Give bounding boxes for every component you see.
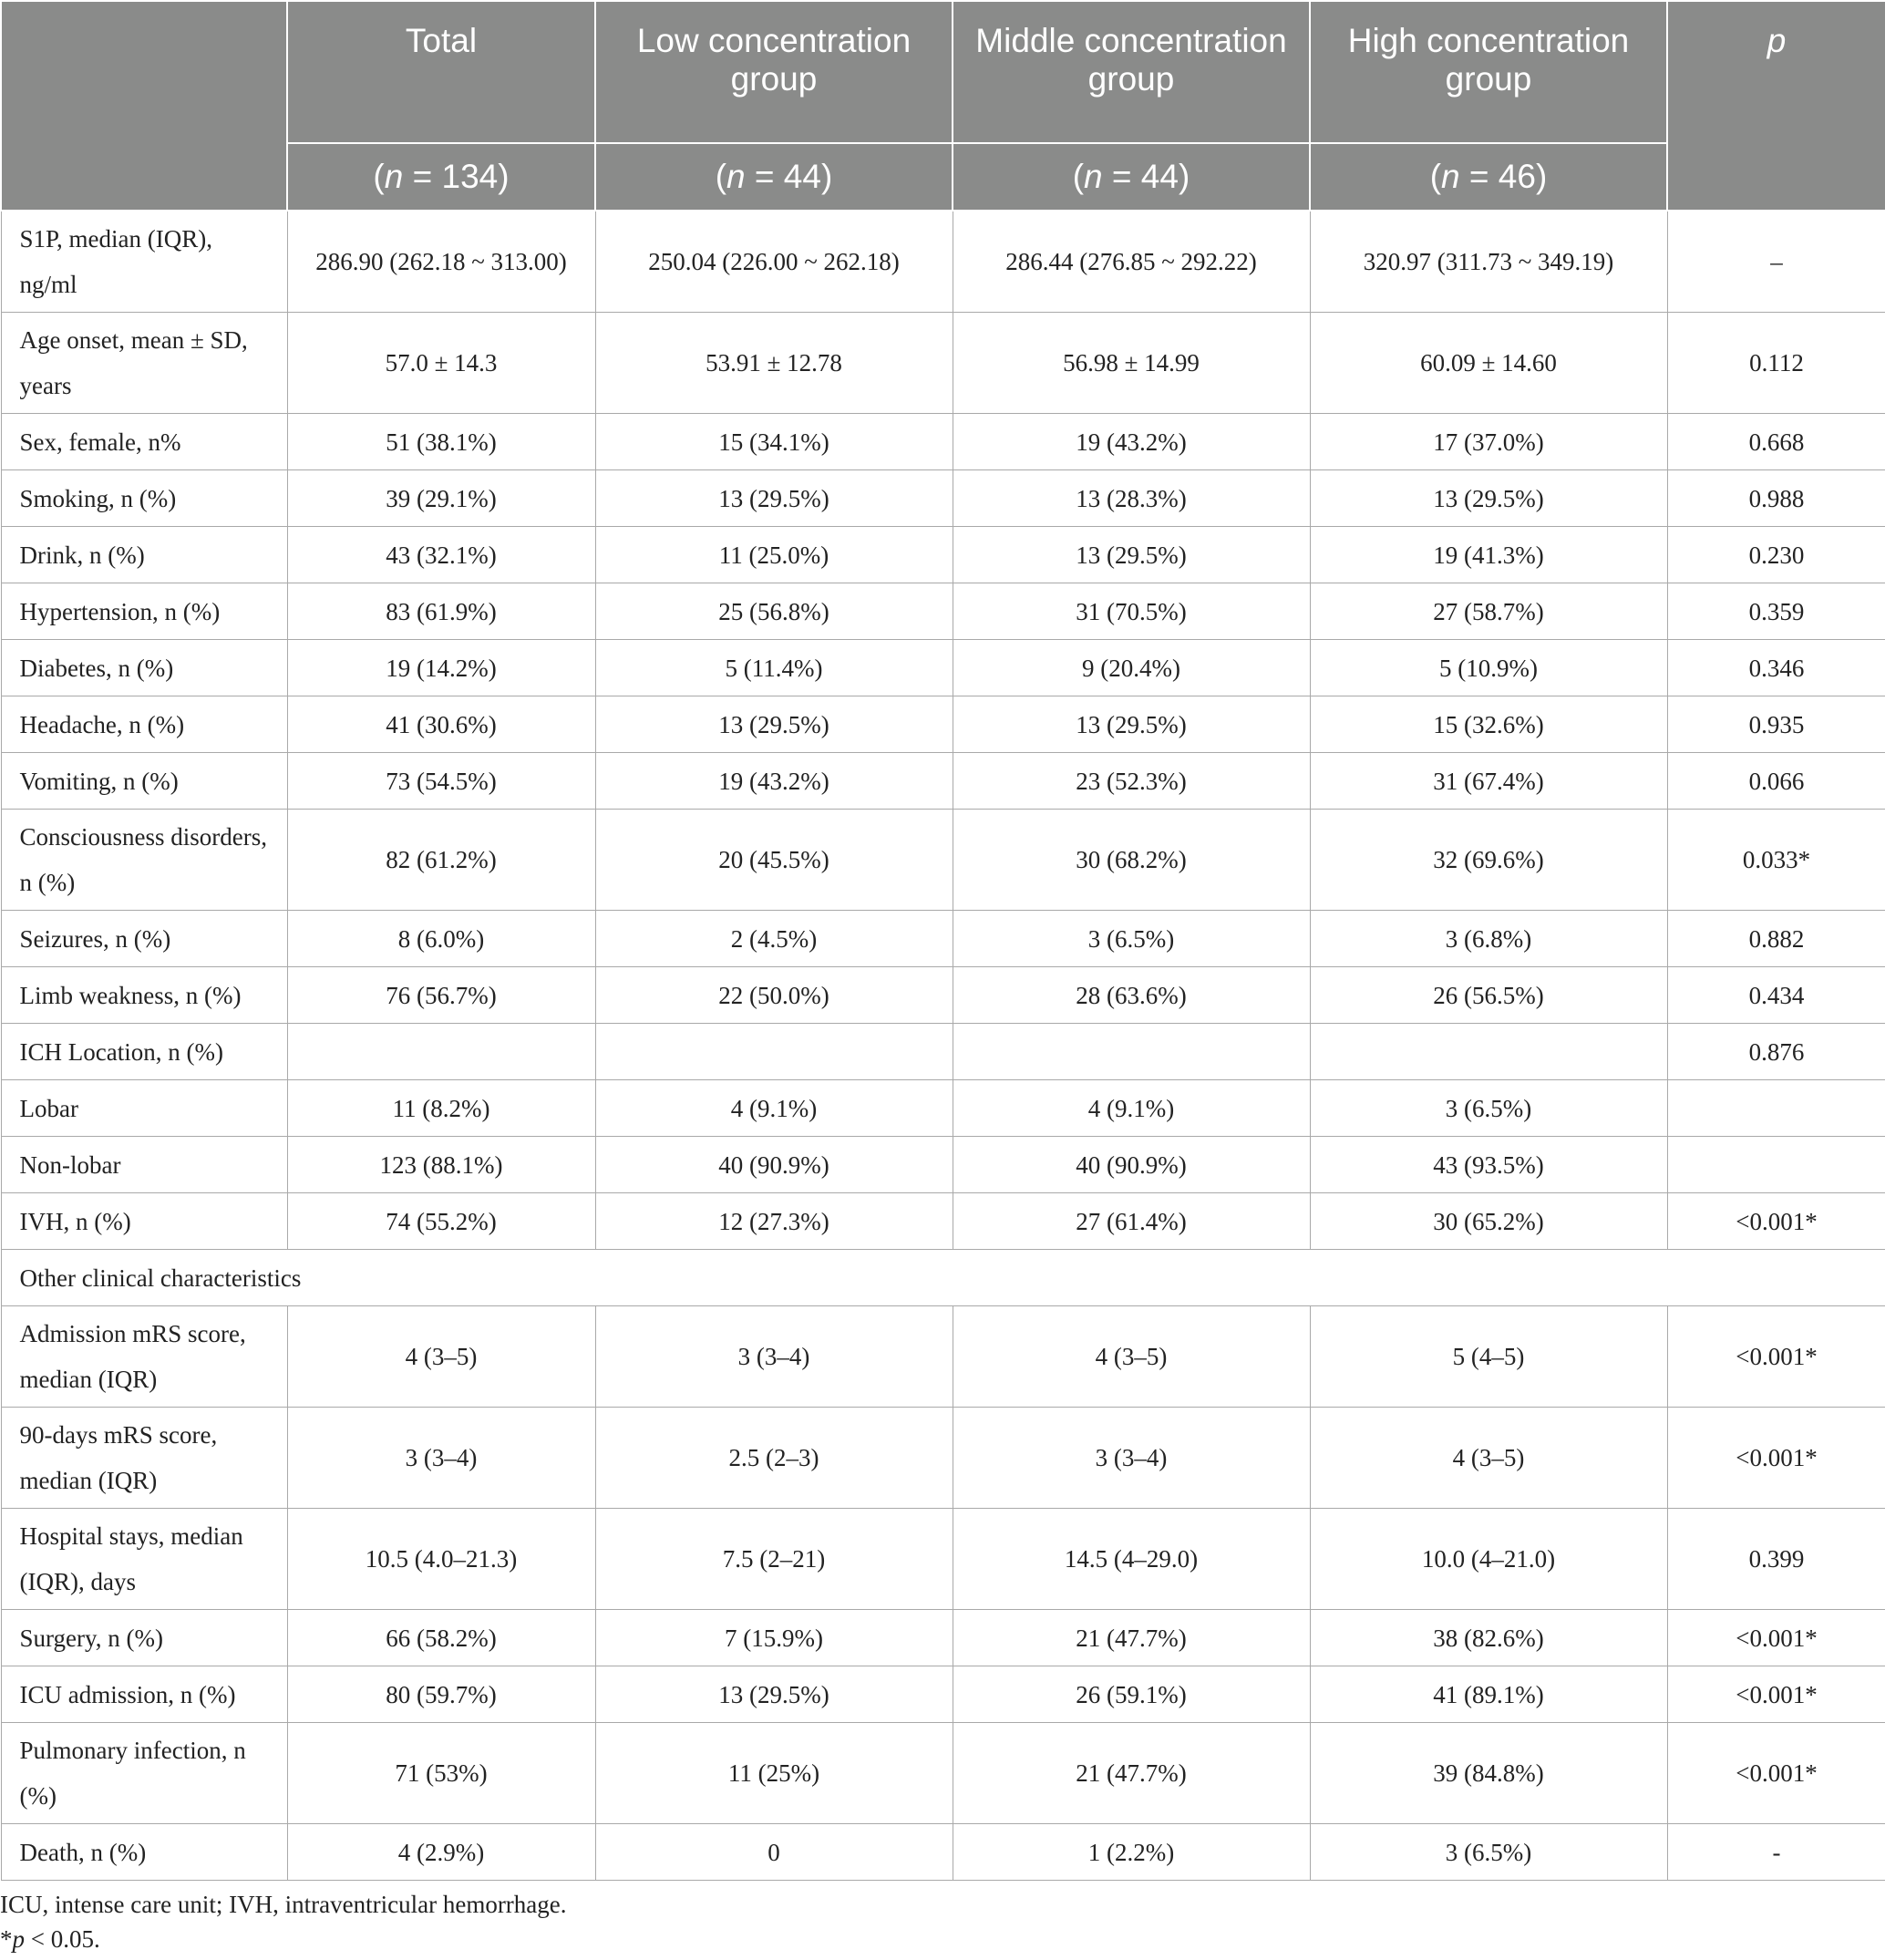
cell-p-value: <0.001* [1667, 1193, 1885, 1250]
cell-total: 123 (88.1%) [287, 1137, 595, 1193]
table-row [1, 1824, 1885, 1881]
table-row [1, 810, 1885, 911]
cell-low: 40 (90.9%) [595, 1137, 953, 1193]
cell-high: 43 (93.5%) [1310, 1137, 1667, 1193]
cell-low: 19 (43.2%) [595, 753, 953, 810]
cell-high: 5 (10.9%) [1310, 640, 1667, 696]
header-n-low [595, 143, 953, 211]
n-open-paren: ( [1429, 158, 1442, 195]
header-total: Total [287, 1, 595, 143]
n-open-paren: ( [715, 158, 727, 195]
row-label: Smoking, n (%) [1, 470, 287, 527]
row-label: IVH, n (%) [1, 1193, 287, 1250]
table-row [1, 696, 1885, 753]
cell-middle: 3 (6.5%) [953, 911, 1310, 967]
cell-p-value: 0.359 [1667, 583, 1885, 640]
cell-middle: 286.44 (276.85 ~ 292.22) [953, 211, 1310, 313]
cell-high: 15 (32.6%) [1310, 696, 1667, 753]
section-label: Other clinical characteristics [1, 1250, 1885, 1306]
cell-total: 76 (56.7%) [287, 967, 595, 1024]
row-label: Non-lobar [1, 1137, 287, 1193]
cell-p-value [1667, 1080, 1885, 1137]
cell-low: 20 (45.5%) [595, 810, 953, 911]
cell-middle: 9 (20.4%) [953, 640, 1310, 696]
cell-p-value: <0.001* [1667, 1408, 1885, 1509]
cell-middle: 3 (3–4) [953, 1408, 1310, 1509]
n-open-paren: ( [373, 158, 385, 195]
cell-middle: 21 (47.7%) [953, 1723, 1310, 1824]
cell-middle: 4 (3–5) [953, 1306, 1310, 1408]
row-label: Seizures, n (%) [1, 911, 287, 967]
cell-low: 22 (50.0%) [595, 967, 953, 1024]
row-label: ICH Location, n (%) [1, 1024, 287, 1080]
cell-high: 60.09 ± 14.60 [1310, 313, 1667, 414]
cell-total: 10.5 (4.0–21.3) [287, 1509, 595, 1610]
cell-middle: 28 (63.6%) [953, 967, 1310, 1024]
cell-total: 51 (38.1%) [287, 414, 595, 470]
cell-p-value: <0.001* [1667, 1723, 1885, 1824]
n-open-paren: ( [1072, 158, 1085, 195]
cell-p-value: 0.399 [1667, 1509, 1885, 1610]
cell-high [1310, 1024, 1667, 1080]
header-corner-cell [1, 1, 287, 211]
cell-total: 39 (29.1%) [287, 470, 595, 527]
header-middle-concentration: Middle concentration group [953, 1, 1310, 143]
cell-p-value: 0.346 [1667, 640, 1885, 696]
cell-high: 41 (89.1%) [1310, 1666, 1667, 1723]
table-row [1, 583, 1885, 640]
footnote-star: * [0, 1925, 13, 1953]
row-label: S1P, median (IQR), ng/ml [1, 211, 287, 313]
cell-middle: 13 (29.5%) [953, 696, 1310, 753]
cell-total: 8 (6.0%) [287, 911, 595, 967]
row-label: Admission mRS score, median (IQR) [1, 1306, 287, 1408]
cell-middle: 1 (2.2%) [953, 1824, 1310, 1881]
cell-total: 19 (14.2%) [287, 640, 595, 696]
table-row [1, 1080, 1885, 1137]
cell-p-value: 0.668 [1667, 414, 1885, 470]
cell-low: 2.5 (2–3) [595, 1408, 953, 1509]
cell-low: 12 (27.3%) [595, 1193, 953, 1250]
cell-high: 39 (84.8%) [1310, 1723, 1667, 1824]
cell-low: 13 (29.5%) [595, 696, 953, 753]
row-label: ICU admission, n (%) [1, 1666, 287, 1723]
n-value: = 44) [745, 158, 833, 195]
cell-total: 73 (54.5%) [287, 753, 595, 810]
cell-p-value: – [1667, 211, 1885, 313]
cell-p-value: 0.935 [1667, 696, 1885, 753]
cell-total: 71 (53%) [287, 1723, 595, 1824]
cell-p-value: <0.001* [1667, 1306, 1885, 1408]
cell-middle: 30 (68.2%) [953, 810, 1310, 911]
cell-middle: 56.98 ± 14.99 [953, 313, 1310, 414]
cell-total: 66 (58.2%) [287, 1610, 595, 1666]
table-row [1, 211, 1885, 313]
header-low-concentration: Low concentration group [595, 1, 953, 143]
cell-total: 3 (3–4) [287, 1408, 595, 1509]
cell-low: 15 (34.1%) [595, 414, 953, 470]
cell-high: 5 (4–5) [1310, 1306, 1667, 1408]
table-row [1, 1408, 1885, 1509]
cell-p-value: 0.882 [1667, 911, 1885, 967]
cell-low: 4 (9.1%) [595, 1080, 953, 1137]
cell-low: 11 (25%) [595, 1723, 953, 1824]
cell-low: 0 [595, 1824, 953, 1881]
cell-middle: 23 (52.3%) [953, 753, 1310, 810]
cell-total: 43 (32.1%) [287, 527, 595, 583]
cell-p-value: 0.230 [1667, 527, 1885, 583]
cell-high: 4 (3–5) [1310, 1408, 1667, 1509]
cell-middle: 21 (47.7%) [953, 1610, 1310, 1666]
table-row [1, 1137, 1885, 1193]
cell-total: 82 (61.2%) [287, 810, 595, 911]
cell-p-value: 0.033* [1667, 810, 1885, 911]
cell-high: 3 (6.8%) [1310, 911, 1667, 967]
cell-high: 27 (58.7%) [1310, 583, 1667, 640]
n-value: = 44) [1102, 158, 1190, 195]
table-body [1, 211, 1885, 1881]
cell-middle: 27 (61.4%) [953, 1193, 1310, 1250]
table-row [1, 414, 1885, 470]
cell-low: 250.04 (226.00 ~ 262.18) [595, 211, 953, 313]
table-row [1, 1306, 1885, 1408]
cell-high: 30 (65.2%) [1310, 1193, 1667, 1250]
cell-low [595, 1024, 953, 1080]
row-label: Hypertension, n (%) [1, 583, 287, 640]
header-high-concentration: High concentration group [1310, 1, 1667, 143]
cell-total: 83 (61.9%) [287, 583, 595, 640]
row-label: Headache, n (%) [1, 696, 287, 753]
row-label: 90-days mRS score, median (IQR) [1, 1408, 287, 1509]
header-p-value [1667, 1, 1885, 211]
n-label: n [726, 158, 746, 195]
n-label: n [384, 158, 404, 195]
cell-total: 4 (3–5) [287, 1306, 595, 1408]
row-label: Death, n (%) [1, 1824, 287, 1881]
cell-p-value: - [1667, 1824, 1885, 1881]
cell-low: 7.5 (2–21) [595, 1509, 953, 1610]
cell-total: 286.90 (262.18 ~ 313.00) [287, 211, 595, 313]
row-label: Limb weakness, n (%) [1, 967, 287, 1024]
cell-p-value [1667, 1137, 1885, 1193]
cell-high: 17 (37.0%) [1310, 414, 1667, 470]
n-label: n [1084, 158, 1103, 195]
row-label: Diabetes, n (%) [1, 640, 287, 696]
cell-low: 25 (56.8%) [595, 583, 953, 640]
cell-p-value: 0.876 [1667, 1024, 1885, 1080]
cell-p-value: 0.066 [1667, 753, 1885, 810]
cell-total: 80 (59.7%) [287, 1666, 595, 1723]
row-label: Lobar [1, 1080, 287, 1137]
cell-p-value: 0.434 [1667, 967, 1885, 1024]
row-label: Sex, female, n% [1, 414, 287, 470]
cell-low: 53.91 ± 12.78 [595, 313, 953, 414]
cell-high: 19 (41.3%) [1310, 527, 1667, 583]
table-row [1, 911, 1885, 967]
cell-p-value: 0.112 [1667, 313, 1885, 414]
cell-high: 10.0 (4–21.0) [1310, 1509, 1667, 1610]
header-n-middle [953, 143, 1310, 211]
header-row-titles [1, 1, 1885, 143]
cell-high: 38 (82.6%) [1310, 1610, 1667, 1666]
cell-total: 41 (30.6%) [287, 696, 595, 753]
cell-middle: 4 (9.1%) [953, 1080, 1310, 1137]
cell-p-value: 0.988 [1667, 470, 1885, 527]
cell-low: 13 (29.5%) [595, 1666, 953, 1723]
cell-high: 320.97 (311.73 ~ 349.19) [1310, 211, 1667, 313]
table-row [1, 470, 1885, 527]
cell-middle: 26 (59.1%) [953, 1666, 1310, 1723]
table-row [1, 1250, 1885, 1306]
row-label: Vomiting, n (%) [1, 753, 287, 810]
row-label: Age onset, mean ± SD, years [1, 313, 287, 414]
row-label: Hospital stays, median (IQR), days [1, 1509, 287, 1610]
cell-middle: 19 (43.2%) [953, 414, 1310, 470]
footnote-abbreviations: ICU, intense care unit; IVH, intraventricular hemorrhage. [0, 1891, 567, 1918]
footnote-p: p [12, 1925, 25, 1953]
table-row [1, 640, 1885, 696]
table-row [1, 753, 1885, 810]
cell-total: 4 (2.9%) [287, 1824, 595, 1881]
table-row [1, 1193, 1885, 1250]
cell-high: 32 (69.6%) [1310, 810, 1667, 911]
row-label: Consciousness disorders, n (%) [1, 810, 287, 911]
cell-low: 5 (11.4%) [595, 640, 953, 696]
footnote-significance [0, 1923, 100, 1955]
table-row [1, 313, 1885, 414]
cell-low: 3 (3–4) [595, 1306, 953, 1408]
header-n-high [1310, 143, 1667, 211]
table-row [1, 1723, 1885, 1824]
n-value: = 46) [1459, 158, 1548, 195]
table-row [1, 1666, 1885, 1723]
header-n-total [287, 143, 595, 211]
row-label: Pulmonary infection, n (%) [1, 1723, 287, 1824]
n-label: n [1441, 158, 1460, 195]
cell-high: 31 (67.4%) [1310, 753, 1667, 810]
table-row [1, 1024, 1885, 1080]
cell-middle: 13 (28.3%) [953, 470, 1310, 527]
cell-middle [953, 1024, 1310, 1080]
cell-low: 11 (25.0%) [595, 527, 953, 583]
cell-middle: 31 (70.5%) [953, 583, 1310, 640]
cell-low: 2 (4.5%) [595, 911, 953, 967]
cell-middle: 14.5 (4–29.0) [953, 1509, 1310, 1610]
table-row [1, 1610, 1885, 1666]
cell-high: 13 (29.5%) [1310, 470, 1667, 527]
cell-total: 74 (55.2%) [287, 1193, 595, 1250]
cell-high: 26 (56.5%) [1310, 967, 1667, 1024]
footnote-threshold: < 0.05. [25, 1925, 100, 1953]
cell-p-value: <0.001* [1667, 1610, 1885, 1666]
cell-total: 57.0 ± 14.3 [287, 313, 595, 414]
n-value: = 134) [403, 158, 510, 195]
cell-total: 11 (8.2%) [287, 1080, 595, 1137]
cell-high: 3 (6.5%) [1310, 1824, 1667, 1881]
header-p-label: p [1767, 22, 1787, 59]
table-row [1, 527, 1885, 583]
cell-middle: 13 (29.5%) [953, 527, 1310, 583]
cell-low: 7 (15.9%) [595, 1610, 953, 1666]
cell-low: 13 (29.5%) [595, 470, 953, 527]
row-label: Surgery, n (%) [1, 1610, 287, 1666]
cell-high: 3 (6.5%) [1310, 1080, 1667, 1137]
row-label: Drink, n (%) [1, 527, 287, 583]
cell-total [287, 1024, 595, 1080]
cell-p-value: <0.001* [1667, 1666, 1885, 1723]
table-row [1, 967, 1885, 1024]
cell-middle: 40 (90.9%) [953, 1137, 1310, 1193]
table-row [1, 1509, 1885, 1610]
table-header [1, 1, 1885, 211]
